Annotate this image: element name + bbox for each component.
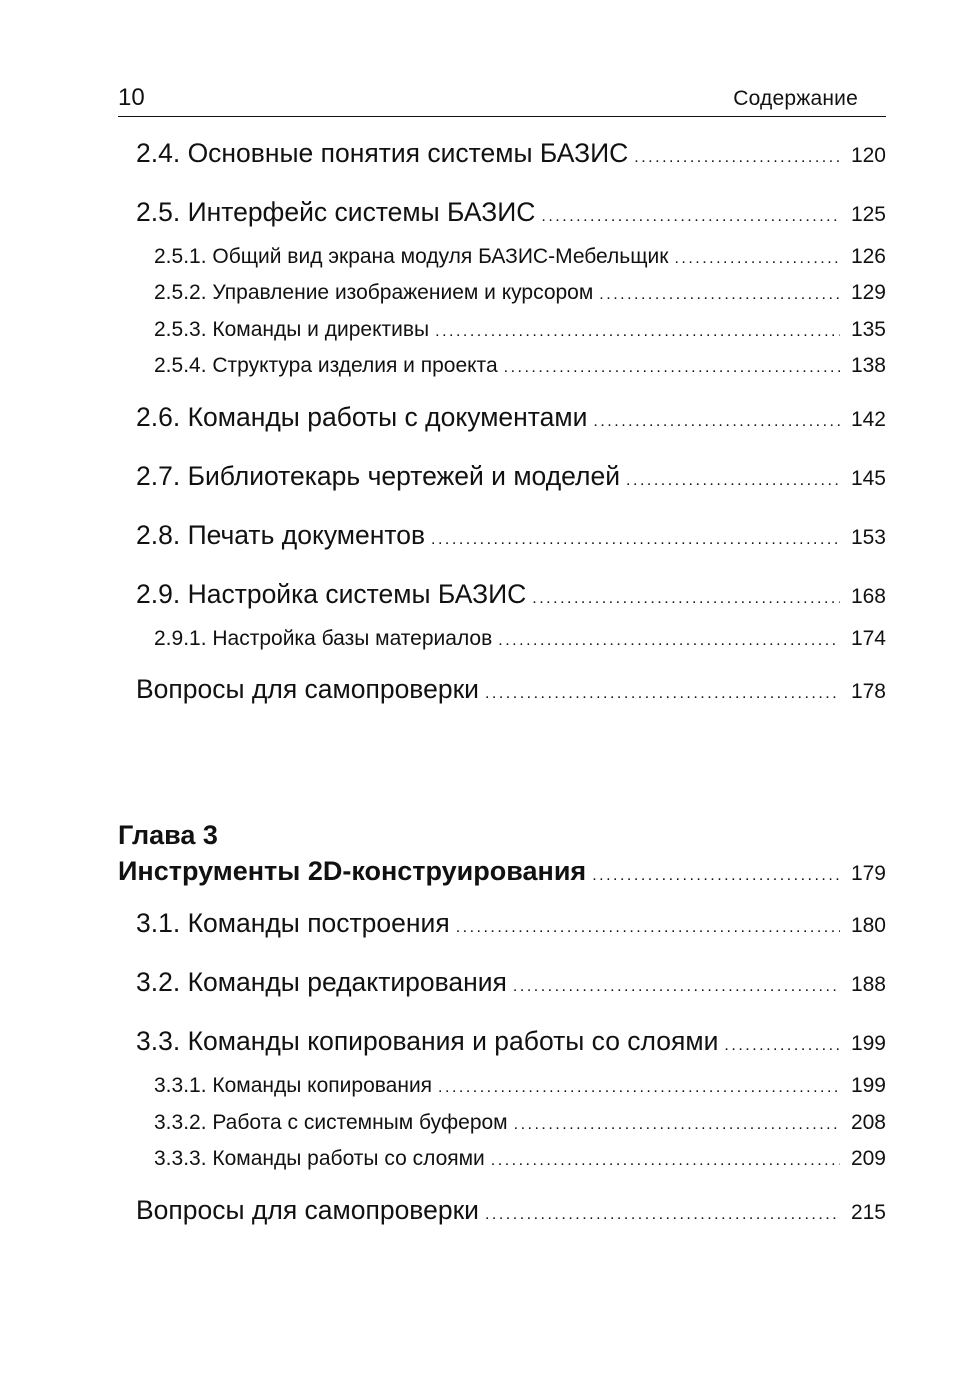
toc-subentry[interactable] bbox=[154, 1074, 886, 1098]
toc-entry-title: 3.3.1. Команды копирования bbox=[154, 1074, 433, 1097]
toc-entry-title: 2.5.3. Команды и директивы bbox=[154, 318, 430, 341]
toc-entry[interactable] bbox=[136, 579, 886, 610]
toc-entry-page: 125 bbox=[850, 203, 886, 226]
toc-entry-page: 188 bbox=[850, 973, 886, 996]
toc-entry-page: 178 bbox=[850, 680, 886, 703]
toc-entry[interactable] bbox=[136, 461, 886, 492]
toc-subentry[interactable] bbox=[154, 1147, 886, 1171]
toc-subentry[interactable] bbox=[154, 354, 886, 378]
toc-entry[interactable] bbox=[136, 1026, 886, 1057]
toc-entry-page: 215 bbox=[850, 1201, 886, 1224]
toc-entry-title: Вопросы для самопроверки bbox=[136, 674, 479, 704]
toc-entry-title: 3.1. Команды построения bbox=[136, 908, 450, 938]
toc-entry-page: 129 bbox=[850, 281, 886, 304]
toc-entry-page: 199 bbox=[850, 1032, 886, 1055]
toc-entry-page: 199 bbox=[850, 1074, 886, 1097]
toc-entry-title: 2.9. Настройка системы БАЗИС bbox=[136, 579, 527, 609]
toc-entry[interactable] bbox=[136, 520, 886, 551]
chapter-page: 179 bbox=[850, 862, 886, 885]
dot-leader bbox=[498, 632, 840, 650]
toc-entry-page: 142 bbox=[850, 408, 886, 431]
toc-entry-title: 2.7. Библиотекарь чертежей и моделей bbox=[136, 461, 621, 491]
toc-entry[interactable] bbox=[136, 402, 886, 433]
toc-entry[interactable] bbox=[136, 674, 886, 705]
toc-entry[interactable] bbox=[136, 1195, 886, 1226]
dot-leader bbox=[485, 1206, 840, 1224]
dot-leader bbox=[532, 590, 840, 608]
toc-subentry[interactable] bbox=[154, 318, 886, 342]
running-head bbox=[118, 82, 886, 117]
dot-leader bbox=[456, 919, 840, 937]
toc-entry-page: 153 bbox=[850, 526, 886, 549]
dot-leader bbox=[592, 867, 840, 885]
toc-entry-title: 2.5.4. Структура изделия и проекта bbox=[154, 354, 498, 377]
toc-subentry[interactable] bbox=[154, 627, 886, 651]
toc-entry[interactable] bbox=[136, 197, 886, 228]
toc-entry-page: 174 bbox=[850, 627, 886, 650]
toc-entry[interactable] bbox=[136, 967, 886, 998]
page-number: 10 bbox=[118, 84, 145, 111]
toc-entry-title: Вопросы для самопроверки bbox=[136, 1195, 479, 1225]
dot-leader bbox=[724, 1037, 840, 1055]
dot-leader bbox=[504, 359, 840, 377]
toc-entry-title: 2.5.1. Общий вид экрана модуля БАЗИС-Мебельщик bbox=[154, 245, 669, 268]
toc-entry-page: 209 bbox=[850, 1147, 886, 1170]
chapter-title: Инструменты 2D-конструирования bbox=[118, 856, 587, 886]
dot-leader bbox=[599, 286, 840, 304]
dot-leader bbox=[514, 1116, 840, 1134]
toc-subentry[interactable] bbox=[154, 1111, 886, 1135]
dot-leader bbox=[513, 978, 840, 996]
toc-subentry[interactable] bbox=[154, 245, 886, 269]
running-head-title: Содержание bbox=[733, 87, 858, 110]
dot-leader bbox=[541, 208, 840, 226]
chapter-entry[interactable] bbox=[118, 856, 886, 887]
dot-leader bbox=[438, 1079, 840, 1097]
toc-entry[interactable] bbox=[136, 908, 886, 939]
toc-entry-title: 3.3. Команды копирования и работы со слоями bbox=[136, 1026, 719, 1056]
dot-leader bbox=[485, 685, 840, 703]
toc-entry-title: 2.8. Печать документов bbox=[136, 520, 426, 550]
toc-entry-title: 3.3.3. Команды работы со слоями bbox=[154, 1147, 485, 1170]
toc-entry-title: 2.9.1. Настройка базы материалов bbox=[154, 627, 493, 650]
dot-leader bbox=[634, 149, 840, 167]
toc-entry-title: 2.5.2. Управление изображением и курсором bbox=[154, 281, 594, 304]
dot-leader bbox=[593, 413, 840, 431]
dot-leader bbox=[435, 323, 840, 341]
toc-entry-page: 126 bbox=[850, 245, 886, 268]
toc-subentry[interactable] bbox=[154, 281, 886, 305]
toc-entry-page: 145 bbox=[850, 467, 886, 490]
toc-entry-page: 120 bbox=[850, 144, 886, 167]
dot-leader bbox=[626, 472, 840, 490]
toc-entry-title: 3.2. Команды редактирования bbox=[136, 967, 507, 997]
toc-entry-page: 180 bbox=[850, 914, 886, 937]
toc-entry-page: 168 bbox=[850, 585, 886, 608]
dot-leader bbox=[491, 1152, 840, 1170]
toc-entry-page: 138 bbox=[850, 354, 886, 377]
toc-entry-title: 2.6. Команды работы с документами bbox=[136, 402, 588, 432]
chapter-label: Глава 3 bbox=[118, 820, 218, 850]
toc-entry-title: 2.4. Основные понятия системы БАЗИС bbox=[136, 138, 629, 168]
dot-leader bbox=[431, 531, 840, 549]
dot-leader bbox=[674, 250, 840, 268]
toc-entry[interactable] bbox=[136, 138, 886, 169]
toc-entry-title: 3.3.2. Работа с системным буфером bbox=[154, 1111, 508, 1134]
toc-entry-title: 2.5. Интерфейс системы БАЗИС bbox=[136, 197, 536, 227]
toc-entry-page: 208 bbox=[850, 1111, 886, 1134]
toc-entry-page: 135 bbox=[850, 318, 886, 341]
